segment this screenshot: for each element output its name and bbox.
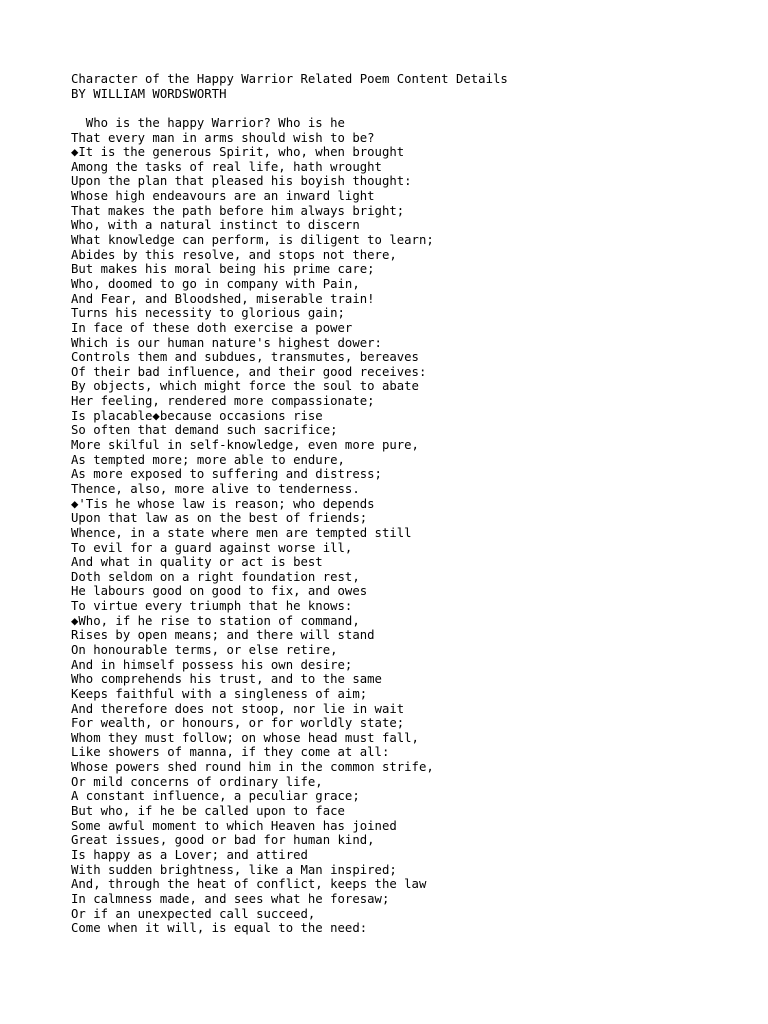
poem-line: Is placable◆because occasions rise <box>71 408 323 423</box>
poem-line: He labours good on good to fix, and owes <box>71 584 368 599</box>
poem-line: Her feeling, rendered more compassionate; <box>71 394 375 409</box>
poem-line: And in himself possess his own desire; <box>71 657 353 672</box>
poem-line: And what in quality or act is best <box>71 555 323 570</box>
poem-line: But makes his moral being his prime care; <box>71 262 375 277</box>
poem-line: Whom they must follow; on whose head must fall, <box>71 730 419 745</box>
poem-line: And therefore does not stoop, nor lie in wait <box>71 701 405 716</box>
poem-line: And, through the heat of conflict, keeps the law <box>71 877 427 892</box>
document-title: Character of the Happy Warrior Related Poem Content Details <box>71 72 508 86</box>
poem-line: By objects, which might force the soul to abate <box>71 379 419 394</box>
author-byline: BY WILLIAM WORDSWORTH <box>71 86 227 101</box>
poem-line: A constant influence, a peculiar grace; <box>71 789 360 804</box>
poem-line: Upon the plan that pleased his boyish thought: <box>71 174 412 189</box>
poem-line: In face of these doth exercise a power <box>71 320 353 335</box>
poem-line: In calmness made, and sees what he foresaw; <box>71 891 390 906</box>
poem-body <box>71 116 751 936</box>
poem-line: For wealth, or honours, or for worldly state; <box>71 716 405 731</box>
poem-line: Is happy as a Lover; and attired <box>71 847 308 862</box>
poem-line: Rises by open means; and there will stand <box>71 628 375 643</box>
poem-line: ◆It is the generous Spirit, who, when brought <box>71 145 405 160</box>
poem-line: Who, doomed to go in company with Pain, <box>71 276 360 291</box>
poem-line: Abides by this resolve, and stops not there, <box>71 247 397 262</box>
poem-line: As tempted more; more able to endure, <box>71 452 345 467</box>
poem-line: Keeps faithful with a singleness of aim; <box>71 686 368 701</box>
poem-line: As more exposed to suffering and distress; <box>71 467 382 482</box>
poem-line: Come when it will, is equal to the need: <box>71 921 368 936</box>
poem-line: Of their bad influence, and their good receives: <box>71 364 427 379</box>
poem-line: Or if an unexpected call succeed, <box>71 906 316 921</box>
poem-line: That every man in arms should wish to be? <box>71 130 375 145</box>
blank-line-spacer <box>71 101 751 116</box>
poem-line: With sudden brightness, like a Man inspired; <box>71 862 397 877</box>
poem-line: Turns his necessity to glorious gain; <box>71 306 345 321</box>
poem-line: On honourable terms, or else retire, <box>71 642 338 657</box>
poem-line: Like showers of manna, if they come at all: <box>71 745 390 760</box>
poem-line: Who comprehends his trust, and to the same <box>71 672 382 687</box>
poem-line: What knowledge can perform, is diligent to learn; <box>71 233 434 248</box>
poem-line: Some awful moment to which Heaven has joined <box>71 818 397 833</box>
poem-line: Among the tasks of real life, hath wrought <box>71 159 382 174</box>
poem-line: ◆Who, if he rise to station of command, <box>71 613 360 628</box>
poem-line: But who, if he be called upon to face <box>71 804 345 819</box>
poem-line: Thence, also, more alive to tenderness. <box>71 481 360 496</box>
poem-line: Doth seldom on a right foundation rest, <box>71 569 360 584</box>
poem-line: Whose high endeavours are an inward light <box>71 189 375 204</box>
poem-line: Upon that law as on the best of friends; <box>71 511 368 526</box>
document-page <box>71 72 751 936</box>
poem-line: Who, with a natural instinct to discern <box>71 218 360 233</box>
poem-line: Whence, in a state where men are tempted still <box>71 525 412 540</box>
poem-line: To virtue every triumph that he knows: <box>71 599 353 614</box>
poem-line: Whose powers shed round him in the common strife, <box>71 760 434 775</box>
poem-line: So often that demand such sacrifice; <box>71 423 338 438</box>
poem-line: Which is our human nature's highest dower: <box>71 335 382 350</box>
poem-line: And Fear, and Bloodshed, miserable train! <box>71 291 375 306</box>
poem-line: Controls them and subdues, transmutes, bereaves <box>71 350 419 365</box>
poem-line: Or mild concerns of ordinary life, <box>71 774 323 789</box>
poem-line: That makes the path before him always bright; <box>71 203 405 218</box>
poem-line: ◆'Tis he whose law is reason; who depends <box>71 496 375 511</box>
poem-line: Great issues, good or bad for human kind, <box>71 833 375 848</box>
poem-line: More skilful in self-knowledge, even more pure, <box>71 438 419 453</box>
poem-line: Who is the happy Warrior? Who is he <box>71 115 345 130</box>
poem-line: To evil for a guard against worse ill, <box>71 540 353 555</box>
